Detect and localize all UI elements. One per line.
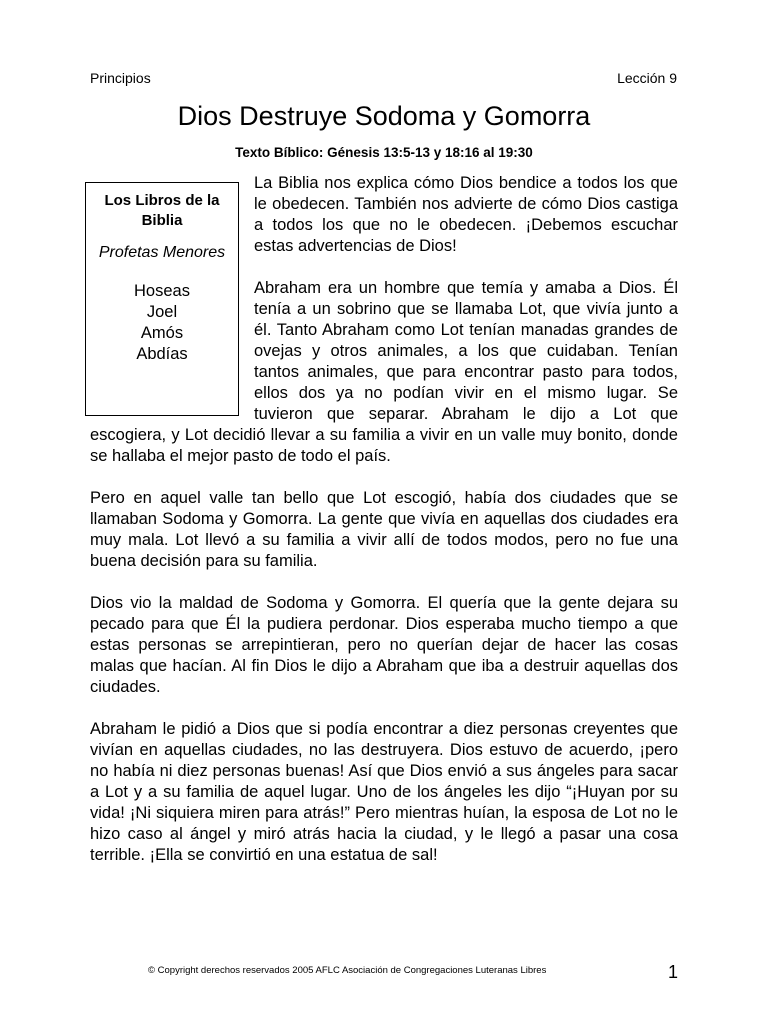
book-item: Amós (140, 324, 184, 342)
book-item: Abdías (136, 345, 188, 363)
copyright-footer: © Copyright derechos reservados 2005 AFLC Asociación de Congregaciones Luteranas Libres (148, 965, 547, 976)
paragraph-2: Abraham era un hombre que temía y amaba a Dios. Él tenía a un sobrino que se llamaba Lot, que vivía junto a él. Tanto Abraham como Lot tenían manadas grandes de ovejas y otros animales, a los que cuidaban. Tenían tantos animales, que para encontrar pasto para todos, ellos dos ya no podían vivir en el mismo lugar. Se tuvieron que separar. Abraham le dijo a Lot que escogiera, y Lot decidió llevar a su familia a vivir en un valle muy bonito, donde se hallaba el mejor pasto de todo el país. (90, 279, 678, 465)
paragraph-1: La Biblia nos explica cómo Dios bendice a todos los que le obedecen. También nos advierte de cómo Dios castiga a todos los que no le obedecen. ¡Debemos escuchar estas advertencias de Dios! (254, 174, 678, 255)
sidebox-subheading: Profetas Menores (98, 244, 226, 261)
page-title: Dios Destruye Sodoma y Gomorra (177, 101, 591, 131)
book-item: Joel (146, 303, 178, 321)
paragraph-3: Pero en aquel valle tan bello que Lot escogió, había dos ciudades que se llamaban Sodoma y Gomorra. La gente que vivía en aquellas dos ciudades era muy mala. Lot llevó a su familia a vivir allí de todos modos, pero no fue una buena decisión para su familia. (90, 489, 678, 570)
sidebox-heading: Los Libros de la Biblia (104, 192, 220, 229)
header-series: Principios (90, 70, 151, 86)
sidebox-spacer (90, 173, 254, 422)
bible-reference: Texto Bíblico: Génesis 13:5-13 y 18:16 al 19:30 (235, 145, 533, 160)
header-lesson: Lección 9 (617, 70, 677, 86)
paragraph-4: Dios vio la maldad de Sodoma y Gomorra. El quería que la gente dejara su pecado para que Él la pudiera perdonar. Dios esperaba mucho tiempo a que estas personas se arrepintieran, pero no querían dejar de hacer las cosas malas que hacían. Al fin Dios le dijo a Abraham que iba a destruir aquellas dos ciudades. (90, 594, 678, 696)
book-item: Hoseas (134, 282, 190, 300)
paragraph-5: Abraham le pidió a Dios que si podía encontrar a diez personas creyentes que vivían en aquellas ciudades, no las destruyera. Dios estuvo de acuerdo, ¡pero no había ni diez personas buenas! Así que Dios envió a sus ángeles para sacar a Lot y a su familia de aquel lugar. Uno de los ángeles les dijo “¡Huyan por su vida! ¡Ni siquiera miren para atrás!” Pero mientras huían, la esposa de Lot no le hizo caso al ángel y miró atrás hacia la ciudad, y le llegó a pasar una cosa terrible. ¡Ella se convirtió en una estatua de sal! (90, 720, 678, 864)
page-number: 1 (667, 962, 678, 982)
lesson-body (90, 173, 678, 887)
